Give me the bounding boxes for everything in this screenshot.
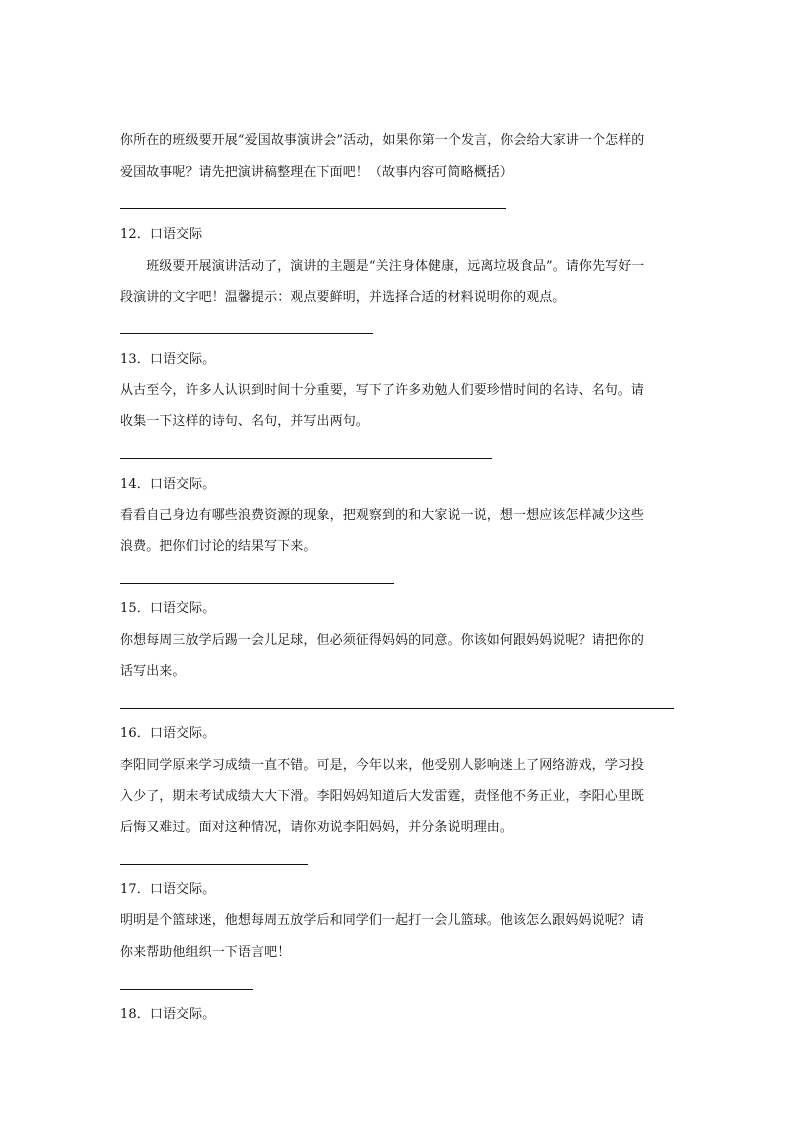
question-15-line-1: 你想每周三放学后踢一会儿足球，但必须征得妈妈的同意。你该如何跟妈妈说呢？请把你的 <box>120 633 645 648</box>
question-17-heading: 17．口语交际。 <box>120 882 216 897</box>
question-14-line-1: 看看自己身边有哪些浪费资源的现象，把观察到的和大家说一说，想一想应该怎样减少这些 <box>120 508 645 523</box>
question-15-line-2: 话写出来。 <box>120 664 186 679</box>
answer-line-13[interactable] <box>120 458 492 459</box>
question-13-heading: 13．口语交际。 <box>120 352 216 367</box>
intro-line-1: 你所在的班级要开展“爱国故事演讲会”活动，如果你第一个发言，你会给大家讲一个怎样的 <box>120 133 645 148</box>
question-16-heading: 16．口语交际。 <box>120 726 216 741</box>
question-16-line-3: 后悔又难过。面对这种情况，请你劝说李阳妈妈，并分条说明理由。 <box>120 820 514 835</box>
answer-line-intro[interactable] <box>120 208 506 209</box>
intro-line-2: 爱国故事呢？请先把演讲稿整理在下面吧！（故事内容可简略概括） <box>120 165 514 180</box>
question-14-heading: 14．口语交际。 <box>120 477 216 492</box>
question-12-line-2: 段演讲的文字吧！温馨提示：观点要鲜明，并选择合适的材料说明你的观点。 <box>120 290 566 305</box>
question-12-heading: 12．口语交际 <box>120 227 203 242</box>
answer-line-16[interactable] <box>120 864 308 865</box>
question-13-line-1: 从古至今，许多人认识到时间十分重要，写下了许多劝勉人们要珍惜时间的名诗、名句。请 <box>120 383 645 398</box>
question-18-heading: 18．口语交际。 <box>120 1007 216 1022</box>
question-15-heading: 15．口语交际。 <box>120 601 216 616</box>
answer-line-17[interactable] <box>120 989 253 990</box>
question-17-line-1: 明明是个篮球迷，他想每周五放学后和同学们一起打一会儿篮球。他该怎么跟妈妈说呢？请 <box>120 913 645 928</box>
question-14-line-2: 浪费。把你们讨论的结果写下来。 <box>120 539 317 554</box>
question-17-line-2: 你来帮助他组织一下语言吧！ <box>120 945 291 960</box>
answer-line-12[interactable] <box>120 333 373 334</box>
answer-line-14[interactable] <box>120 583 394 584</box>
question-16-line-2: 入少了，期末考试成绩大大下滑。李阳妈妈知道后大发雷霆，责怪他不务正业，李阳心里既 <box>120 789 645 804</box>
question-12-line-1: 班级要开展演讲活动了，演讲的主题是“关注身体健康，远离垃圾食品”。请你先写好一 <box>120 259 645 274</box>
question-13-line-2: 收集一下这样的诗句、名句，并写出两句。 <box>120 414 369 429</box>
answer-line-15[interactable] <box>120 708 674 709</box>
question-16-line-1: 李阳同学原来学习成绩一直不错。可是，今年以来，他受别人影响迷上了网络游戏，学习投 <box>120 758 645 773</box>
